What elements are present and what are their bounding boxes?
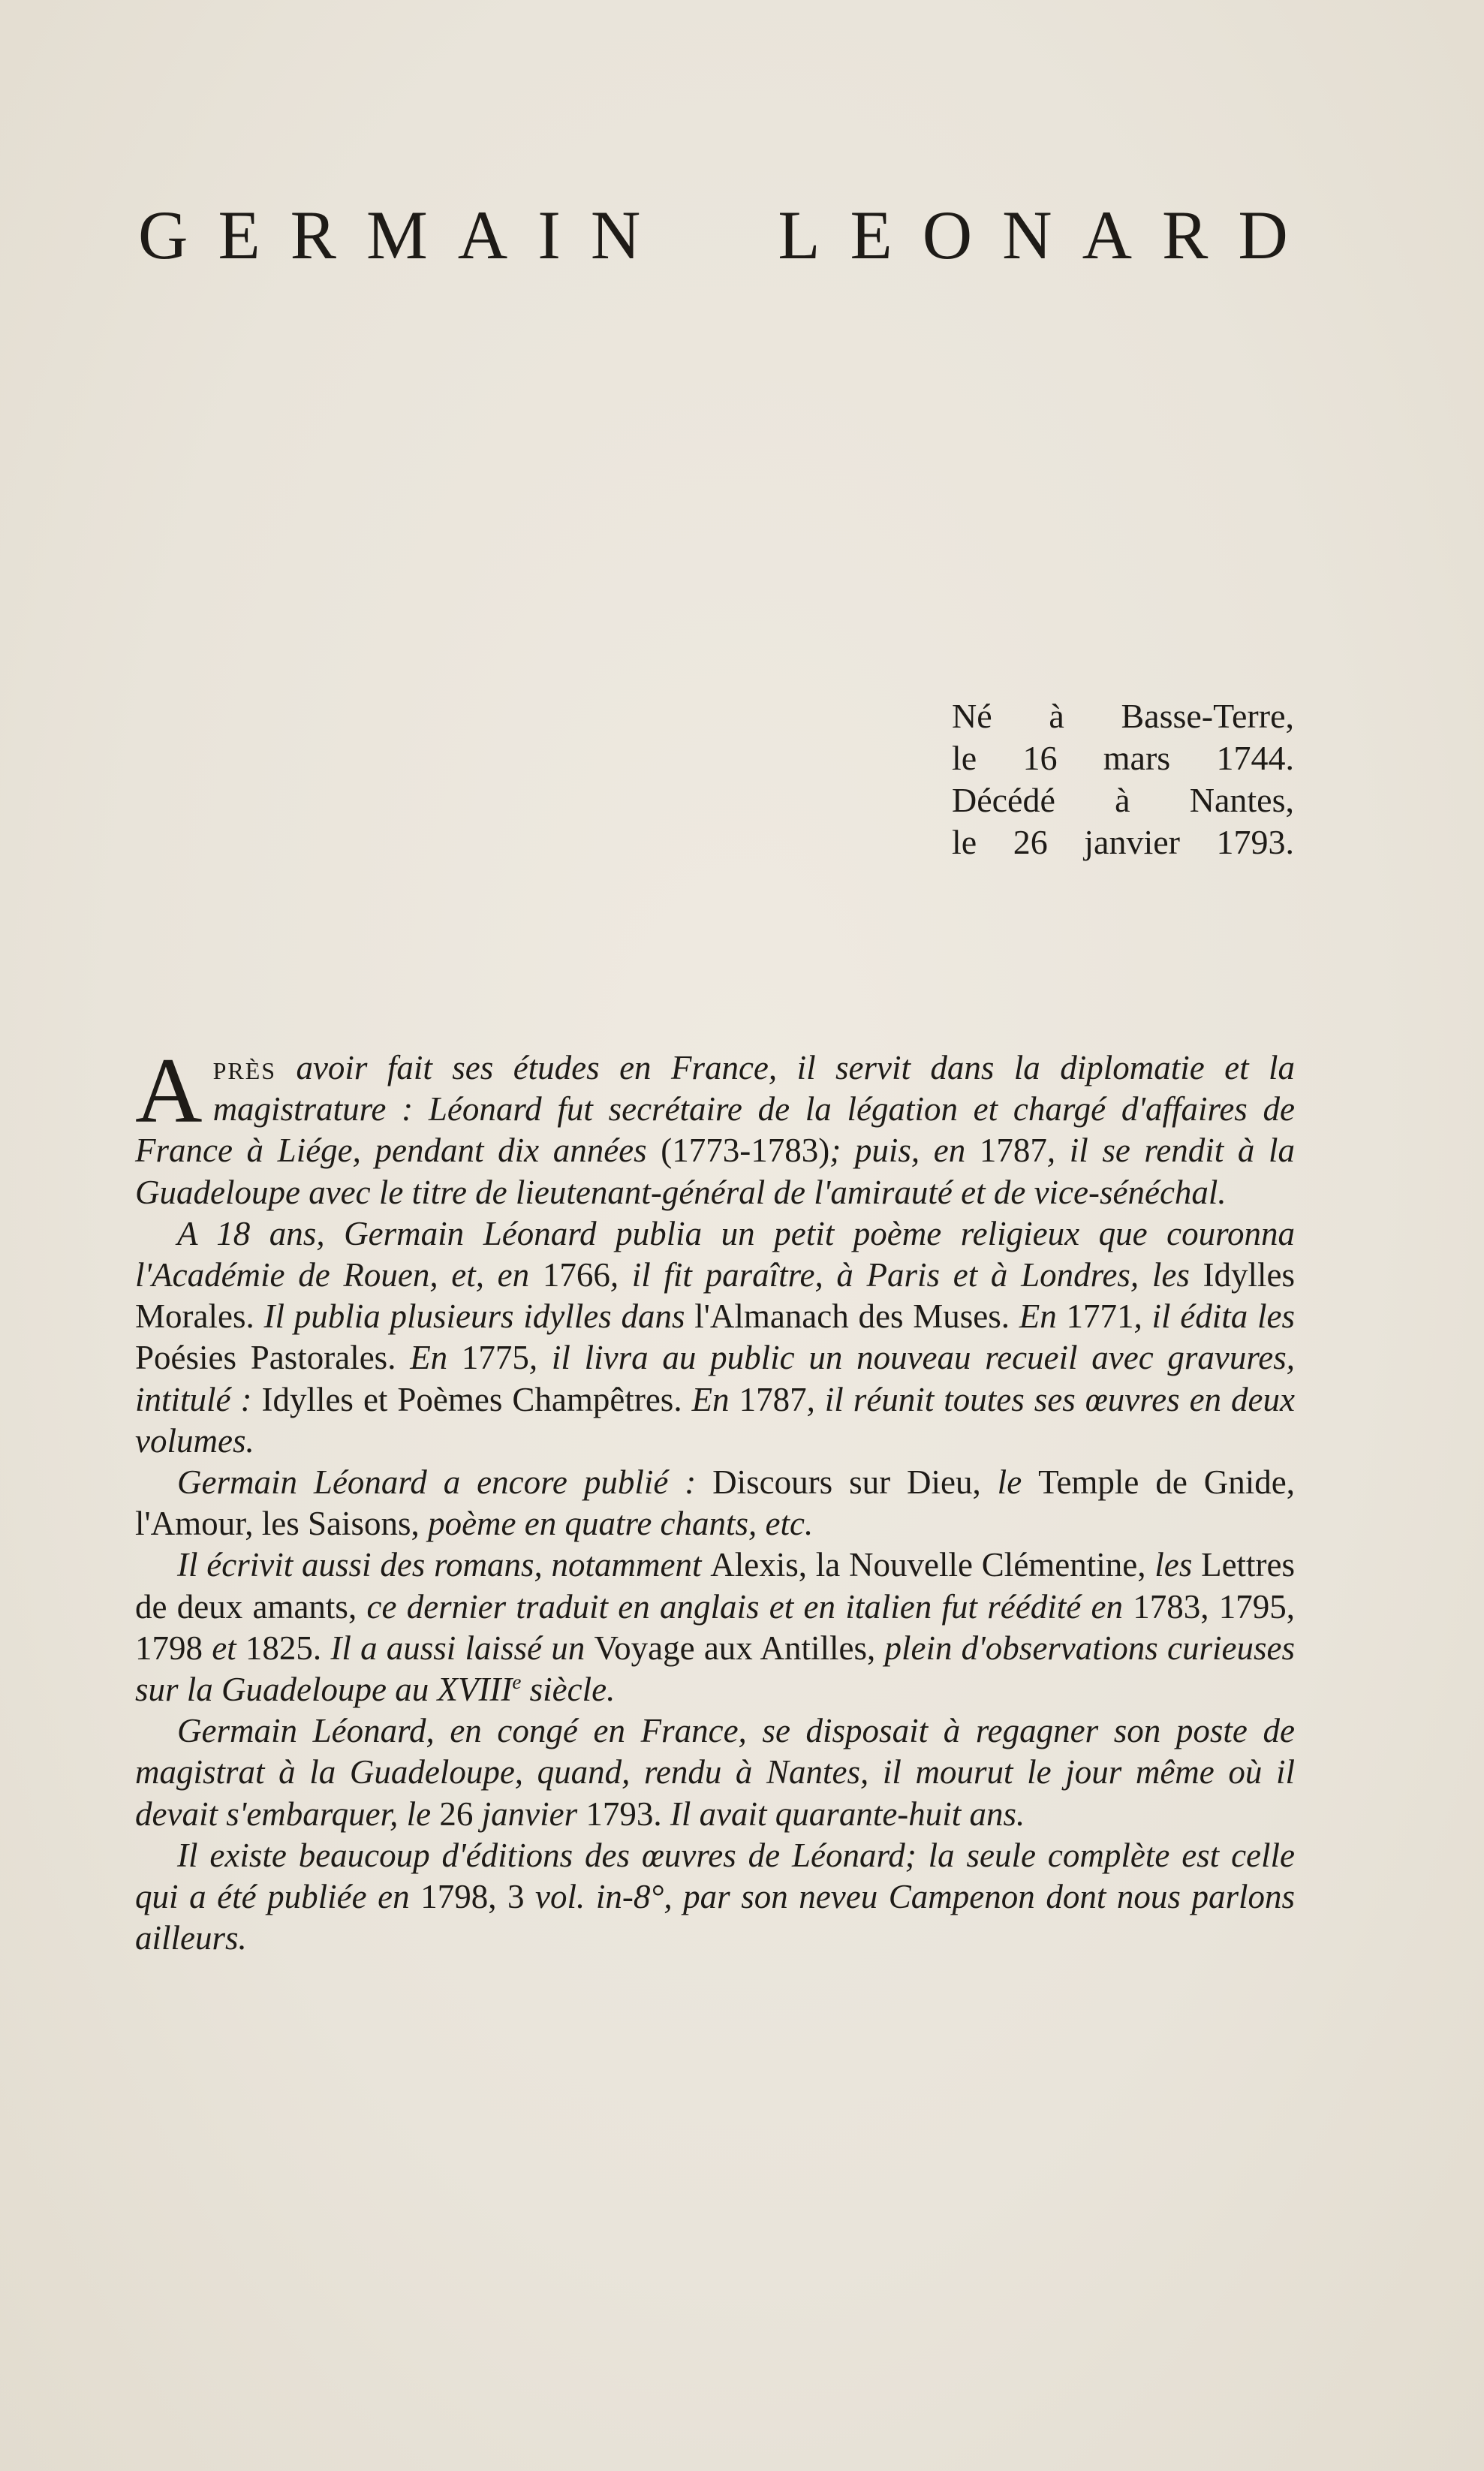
paragraph-other-works <box>135 1462 1295 1544</box>
text-run: 1787 <box>739 1380 807 1418</box>
text-run: 1766 <box>542 1256 610 1294</box>
text-run: 1793. <box>585 1794 662 1833</box>
text-run: , il livra au public un nouveau recueil avec gravures, intitulé : <box>135 1339 1295 1418</box>
text-run: Poésies Pastorales. <box>135 1339 396 1377</box>
text-run: Il écrivit aussi des romans, notamment <box>177 1546 711 1584</box>
text-run: Il avait quarante-huit ans. <box>661 1794 1025 1833</box>
text-run: 1825. <box>245 1629 322 1667</box>
birth-place-line: Né à Basse-Terre, <box>952 697 1294 735</box>
text-run: ; puis, en <box>829 1132 980 1170</box>
biography-text <box>135 1039 1296 1959</box>
text-run: 1783, 1795, 1798 <box>135 1587 1295 1667</box>
text-run: , il fit paraître, à Paris et à Londres, les <box>610 1256 1203 1294</box>
text-run: Idylles et Poèmes Champêtres. <box>261 1380 682 1418</box>
text-run: les <box>1145 1546 1202 1584</box>
text-run: , il édita les <box>1133 1297 1295 1336</box>
text-run: siècle. <box>521 1671 616 1709</box>
text-run: , il se rendit à la Guadeloupe avec le titre de lieutenant-général de l'amirauté et de vice-sénéchal. <box>135 1132 1295 1211</box>
birth-date-line: le 16 mars 1744. <box>952 739 1294 777</box>
text-run: 26 <box>439 1794 474 1833</box>
text-run: 1787 <box>979 1132 1047 1170</box>
text-run: avoir fait ses études en France, il servit dans la diplomatie et la magistrature : Léonard fut secrétaire de la légation et chargé d'affaires de France à Liége, pendant dix années <box>135 1049 1295 1170</box>
text-run: Discours sur Dieu, <box>712 1463 981 1502</box>
text-run: (1773-1783) <box>661 1132 830 1170</box>
text-run: ce dernier traduit en anglais et en italien fut réédité en <box>357 1587 1133 1626</box>
paragraph-novels <box>135 1544 1295 1710</box>
text-run: Il a aussi laissé un <box>321 1629 595 1667</box>
text-run: Germain Léonard, en congé en France, se disposait à regagner son poste de magistrat à la Guadeloupe, quand, rendu à Nantes, il mourut le jour même où il devait s'embarquer, le <box>135 1712 1295 1833</box>
text-run: près <box>212 1049 277 1086</box>
text-run: Voyage aux Antilles, <box>594 1629 876 1667</box>
text-run: vol. in-8°, par son neveu Campenon dont nous parlons ailleurs. <box>135 1878 1295 1957</box>
paragraph-publications <box>135 1213 1295 1462</box>
text-run: Lettres de deux amants, <box>135 1546 1296 1626</box>
page-title: GERMAIN LEONARD <box>138 197 1318 273</box>
drop-cap: A <box>135 1039 203 1142</box>
text-run: Temple de Gnide, l'Amour, les Saisons, <box>135 1463 1295 1543</box>
text-run: Germain Léonard a encore publié : <box>177 1463 713 1502</box>
text-run: poème en quatre chants, etc. <box>419 1505 814 1543</box>
text-run: janvier <box>473 1794 586 1833</box>
text-run: , il réunit toutes ses œuvres en deux volumes. <box>135 1380 1295 1460</box>
text-run: plein d'observations curieuses sur la Guadeloupe au XVIII <box>135 1629 1295 1709</box>
paragraph-death <box>135 1710 1295 1835</box>
text-run: 1798, 3 <box>420 1878 525 1916</box>
paragraph-editions <box>135 1835 1295 1960</box>
text-run: le <box>980 1463 1039 1502</box>
death-place-line: Décédé à Nantes, <box>952 781 1294 819</box>
text-run: En <box>682 1380 739 1418</box>
text-run: A 18 ans, Germain Léonard publia un petit poème religieux que couronna l'Académie de Rouen, et, en <box>135 1214 1295 1294</box>
text-run: Idylles Morales. <box>135 1256 1295 1336</box>
text-run: En <box>396 1339 462 1377</box>
paragraph-career <box>135 1039 1295 1213</box>
text-run: En <box>1010 1297 1067 1336</box>
text-run: Il publia plusieurs idylles dans <box>254 1297 695 1336</box>
text-run: et <box>203 1629 245 1667</box>
text-run: l'Almanach des Muses. <box>694 1297 1010 1336</box>
biographical-dates <box>952 695 1294 863</box>
text-run: 1775 <box>461 1339 529 1377</box>
death-date-line: le 26 janvier 1793. <box>952 823 1294 861</box>
text-run: e <box>512 1671 522 1694</box>
text-run: Alexis, la Nouvelle Clémentine, <box>710 1546 1146 1584</box>
text-run: 1771 <box>1066 1297 1134 1336</box>
text-run: Il existe beaucoup d'éditions des œuvres de Léonard; la seule complète est celle qui a été publiée en <box>135 1836 1295 1916</box>
